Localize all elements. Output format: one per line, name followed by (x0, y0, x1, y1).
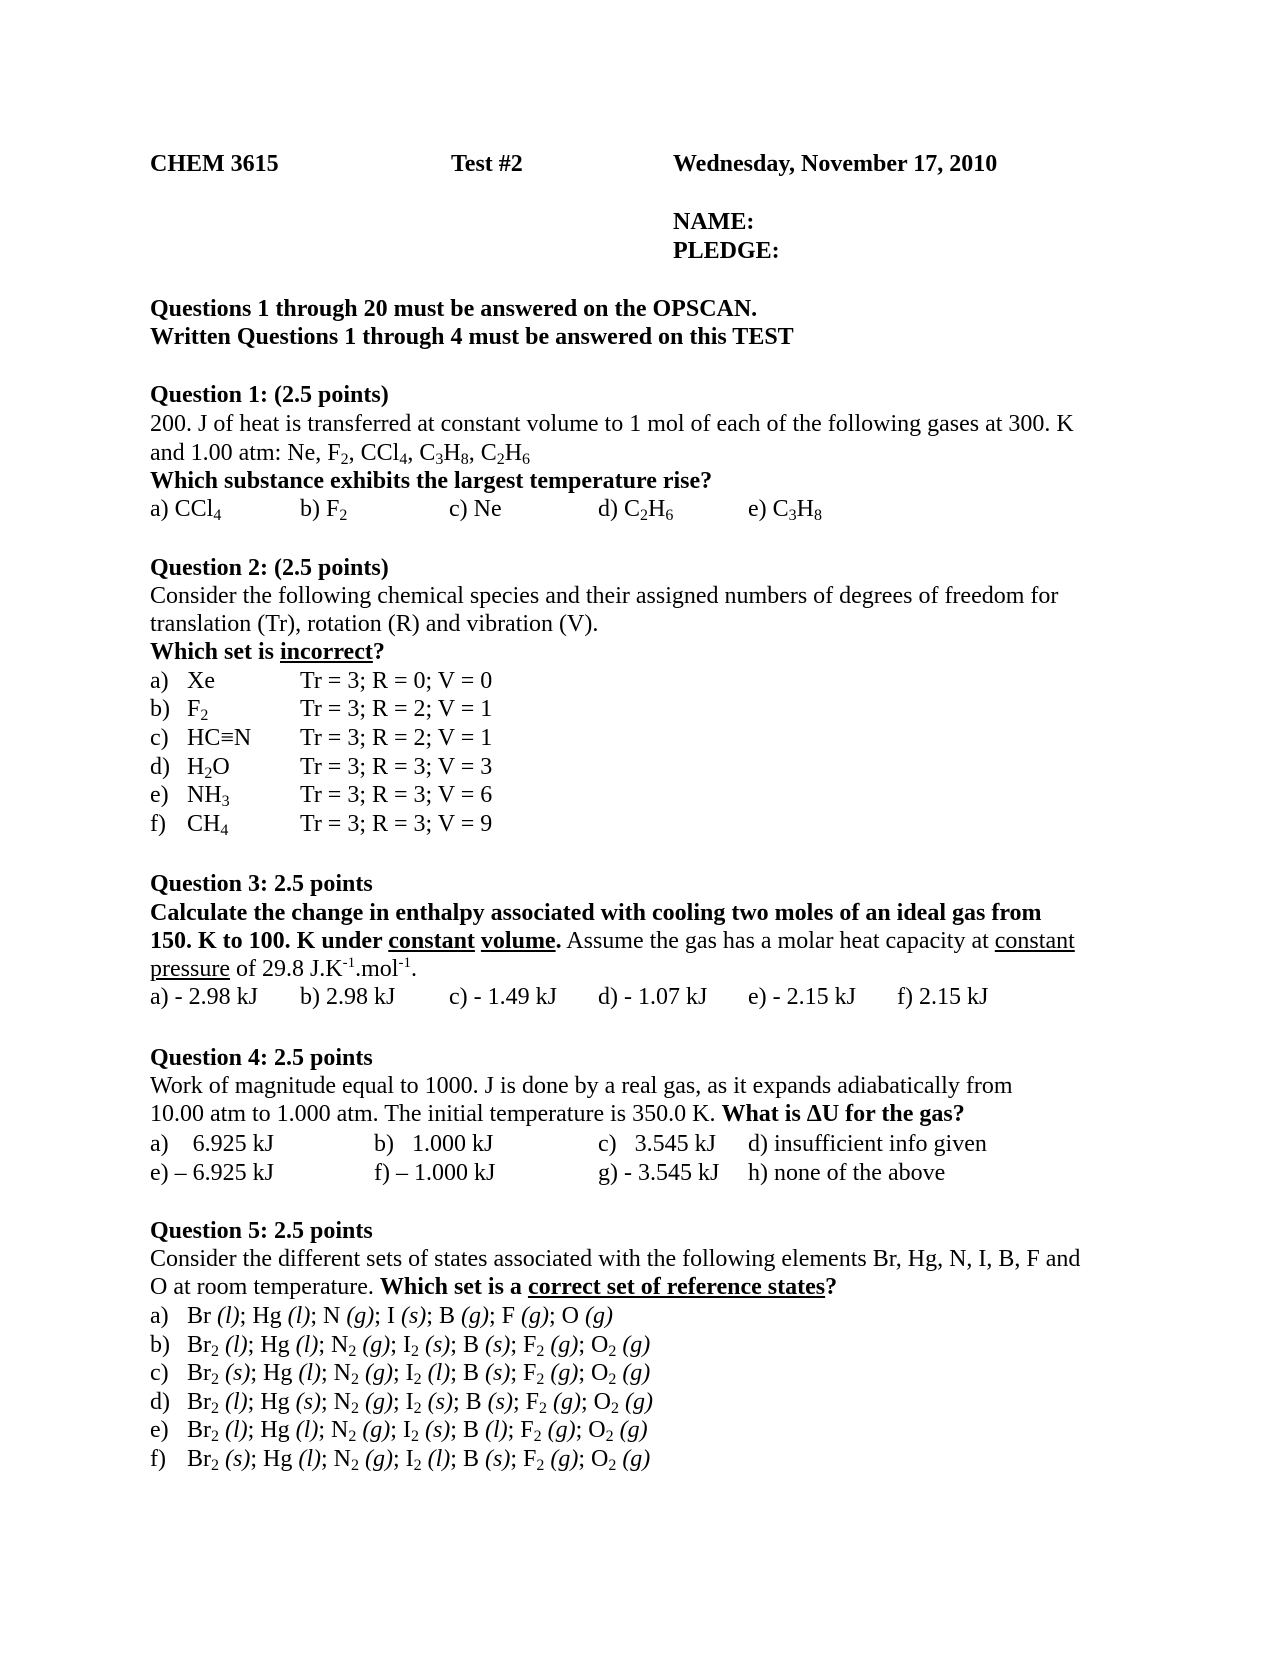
q5-option-f: $Br_2$ (s); Hg (l); $N_2$ (g); $I_2$ (l); B (s); $F_2$ (g); $O_2$ (g) (187, 1446, 651, 1474)
q2-row-dof: Tr = 3; R = 0; V = 0 (300, 668, 493, 694)
q5-option-c: $Br_2$ (s); Hg (l); $N_2$ (g); $I_2$ (l); B (s); $F_2$ (g); $O_2$ (g) (187, 1360, 651, 1388)
q2-row-dof: Tr = 3; R = 3; V = 3 (300, 754, 493, 780)
q1-option-a: a) CCl$_4$ (150, 496, 222, 524)
q2-row-species: $H_2O$ (187, 754, 230, 782)
q1-text-line1: 200. J of heat is transferred at constant volume to 1 mol of each of the following gases at 300. K (150, 411, 1074, 437)
q1-title: Question 1: (2.5 points) (150, 382, 389, 408)
q3-option-b: b) 2.98 kJ (300, 984, 396, 1010)
q1-text-line2: and 1.00 atm: Ne, $F_2$, CCl$_4$, $C_3H_8$, $C_2H_6$ (150, 440, 531, 468)
q1-option-b: b) $F_2$ (300, 496, 348, 524)
q5-option-letter: a) (150, 1303, 169, 1329)
q3-text-line1: Calculate the change in enthalpy associated with cooling two moles of an ideal gas from (150, 900, 1042, 926)
q2-row-dof: Tr = 3; R = 3; V = 6 (300, 782, 493, 808)
q2-row-dof: Tr = 3; R = 2; V = 1 (300, 725, 493, 751)
q5-option-letter: e) (150, 1417, 169, 1443)
q3-option-e: e) - 2.15 kJ (748, 984, 856, 1010)
q1-option-d: d) $C_2H_6$ (598, 496, 674, 524)
q5-option-letter: c) (150, 1360, 169, 1386)
q2-row-species: $NH_3$ (187, 782, 230, 810)
q2-row-species: HC≡N (187, 725, 252, 751)
q4-option-f: f) – 1.000 kJ (374, 1160, 496, 1186)
q2-row-species: Xe (187, 668, 215, 694)
q5-option-a: Br (l); Hg (l); N (g); I (s); B (g); F (g); O (g) (187, 1303, 613, 1329)
q5-option-letter: d) (150, 1389, 170, 1415)
q1-option-e: e) $C_3H_8$ (748, 496, 822, 524)
q5-option-b: $Br_2$ (l); Hg (l); $N_2$ (g); $I_2$ (s); B (s); $F_2$ (g); $O_2$ (g) (187, 1332, 651, 1360)
q2-title: Question 2: (2.5 points) (150, 555, 389, 581)
q4-option-h: h) none of the above (748, 1160, 946, 1186)
q2-row-letter: b) (150, 696, 170, 722)
test-date: Wednesday, November 17, 2010 (673, 151, 998, 177)
q4-option-e: e) – 6.925 kJ (150, 1160, 274, 1186)
q3-title: Question 3: 2.5 points (150, 871, 373, 897)
q4-option-a: a) 6.925 kJ (150, 1131, 274, 1157)
instruction-opscan: Questions 1 through 20 must be answered on the OPSCAN. (150, 296, 758, 322)
q5-title: Question 5: 2.5 points (150, 1218, 373, 1244)
course-code: CHEM 3615 (150, 151, 279, 177)
q5-option-letter: f) (150, 1446, 166, 1472)
q2-row-letter: e) (150, 782, 169, 808)
q2-row-dof: Tr = 3; R = 3; V = 9 (300, 811, 493, 837)
q5-option-letter: b) (150, 1332, 170, 1358)
q2-row-letter: f) (150, 811, 166, 837)
q4-text-line2: 10.00 atm to 1.000 atm. The initial temperature is 350.0 K. What is ΔU for the gas? (150, 1101, 965, 1127)
q4-option-g: g) - 3.545 kJ (598, 1160, 720, 1186)
q2-row-dof: Tr = 3; R = 2; V = 1 (300, 696, 493, 722)
test-number: Test #2 (451, 151, 523, 177)
q1-prompt: Which substance exhibits the largest temperature rise? (150, 468, 713, 494)
q3-option-d: d) - 1.07 kJ (598, 984, 708, 1010)
q5-text-line1: Consider the different sets of states associated with the following elements Br, Hg, N, I, B, F and (150, 1246, 1081, 1272)
q2-text-line1: Consider the following chemical species and their assigned numbers of degrees of freedom for (150, 583, 1059, 609)
q2-row-letter: d) (150, 754, 170, 780)
q4-option-d: d) insufficient info given (748, 1131, 987, 1157)
q2-row-letter: c) (150, 725, 169, 751)
q1-option-c: c) Ne (449, 496, 502, 522)
q3-text-line2: 150. K to 100. K under constant volume. Assume the gas has a molar heat capacity at constant (150, 928, 1075, 954)
instruction-written: Written Questions 1 through 4 must be answered on this TEST (150, 324, 794, 350)
q3-text-line3: pressure of 29.8 $J.K^{-1}.mol^{-1}$. (150, 955, 417, 982)
q4-option-b: b) 1.000 kJ (374, 1131, 494, 1157)
q4-option-c: c) 3.545 kJ (598, 1131, 716, 1157)
q2-row-letter: a) (150, 668, 169, 694)
pledge-label: PLEDGE: (673, 238, 780, 264)
q5-option-d: $Br_2$ (l); Hg (s); $N_2$ (g); $I_2$ (s); B (s); $F_2$ (g); $O_2$ (g) (187, 1389, 653, 1417)
q2-prompt: Which set is incorrect? (150, 639, 385, 665)
q3-option-c: c) - 1.49 kJ (449, 984, 557, 1010)
q5-option-e: $Br_2$ (l); Hg (l); $N_2$ (g); $I_2$ (s); B (l); $F_2$ (g); $O_2$ (g) (187, 1417, 648, 1445)
q2-text-line2: translation (Tr), rotation (R) and vibration (V). (150, 611, 599, 637)
q5-text-line2: O at room temperature. Which set is a correct set of reference states? (150, 1274, 838, 1300)
q4-text-line1: Work of magnitude equal to 1000. J is done by a real gas, as it expands adiabatically from (150, 1073, 1013, 1099)
q4-title: Question 4: 2.5 points (150, 1045, 373, 1071)
name-label: NAME: (673, 209, 755, 235)
q2-row-species: $F_2$ (187, 696, 209, 724)
q3-option-f: f) 2.15 kJ (897, 984, 989, 1010)
q3-option-a: a) - 2.98 kJ (150, 984, 258, 1010)
q2-row-species: $CH_4$ (187, 811, 229, 839)
